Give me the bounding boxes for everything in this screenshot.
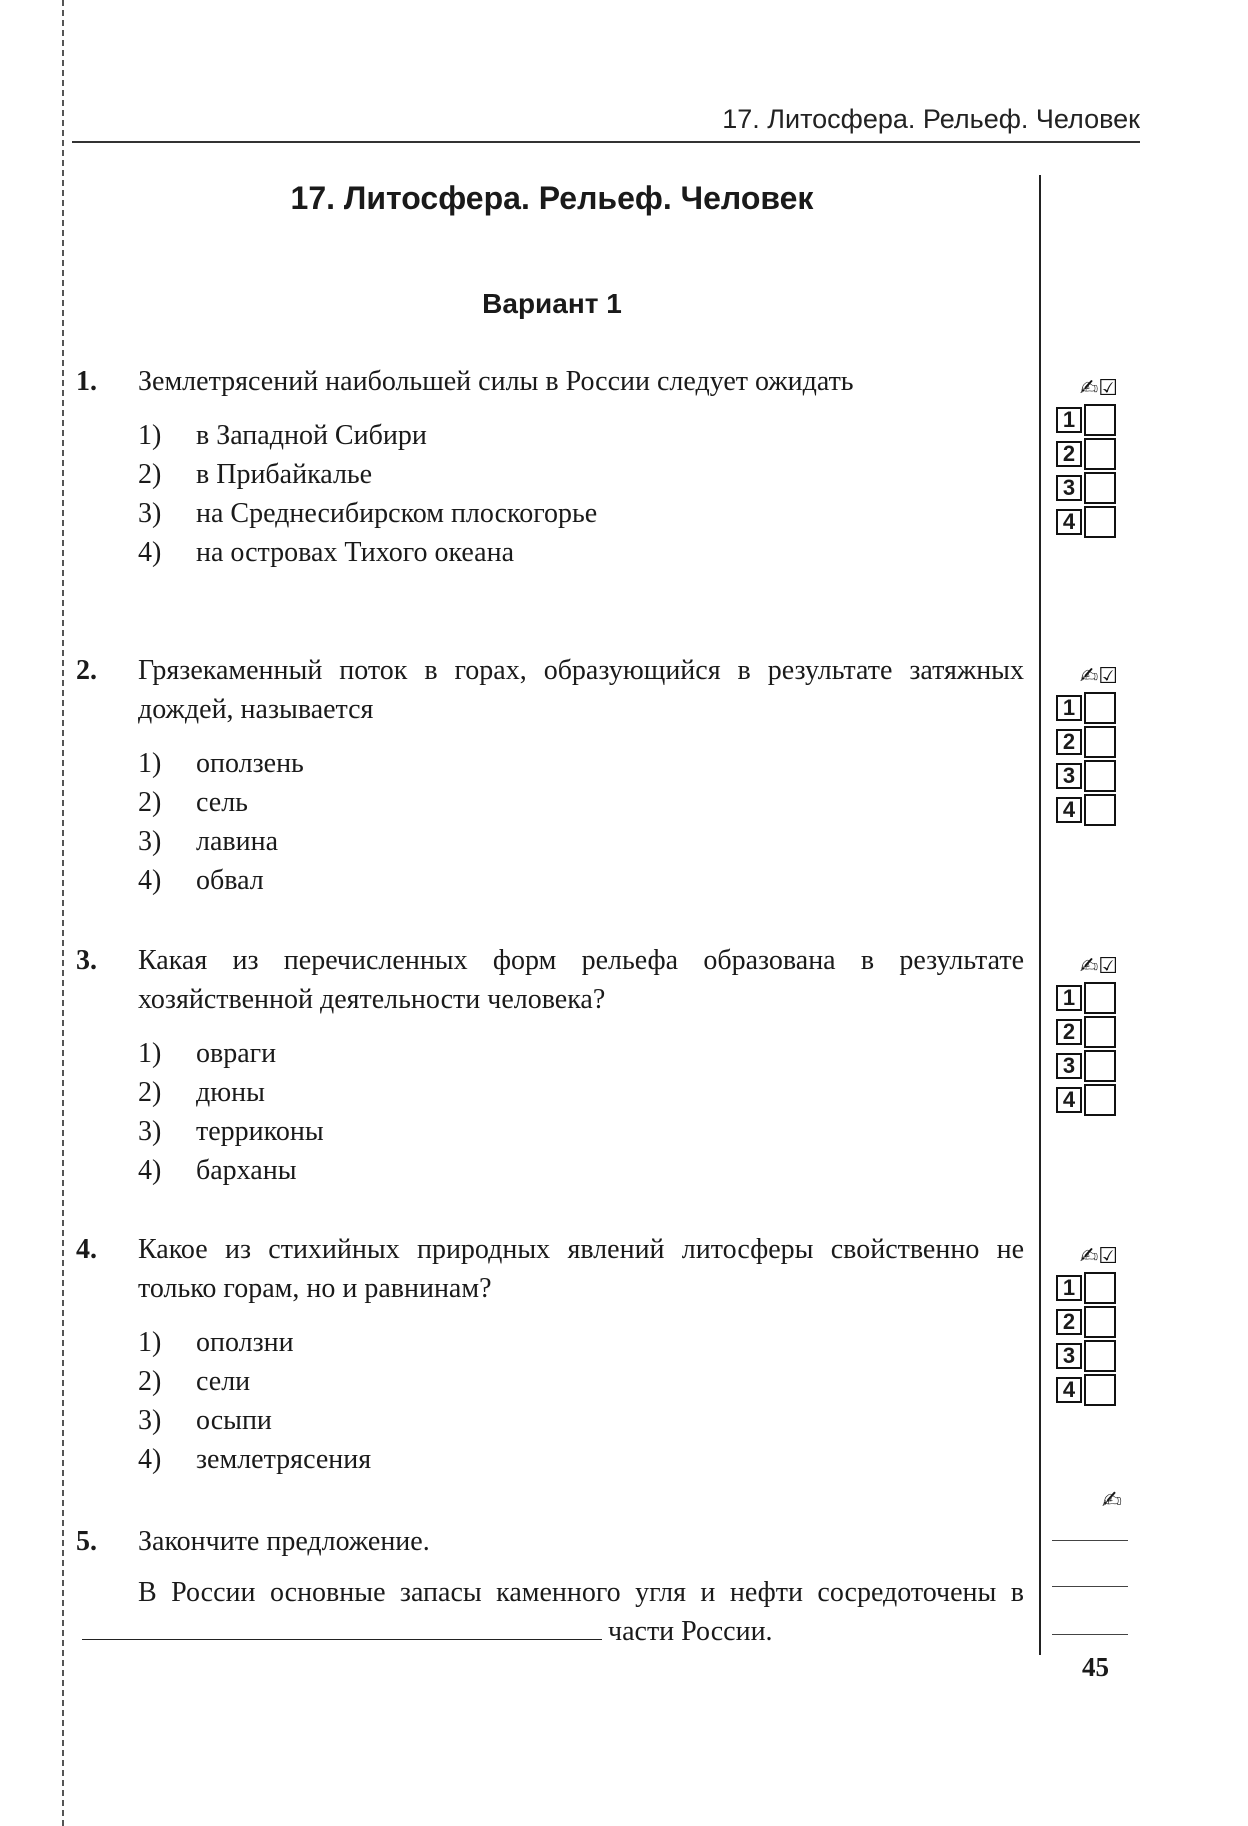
- option: [138, 861, 1024, 900]
- option-number: 3): [138, 826, 162, 857]
- option-text: барханы: [196, 1155, 297, 1186]
- option-text: оползни: [196, 1327, 294, 1358]
- running-head: 17. Литосфера. Рельеф. Человек: [722, 104, 1140, 134]
- answer-checkbox[interactable]: [1084, 1272, 1116, 1304]
- option: [138, 533, 1024, 572]
- question-number: 4.: [76, 1234, 97, 1265]
- grid-number: 3: [1056, 1343, 1082, 1369]
- option-number: 4): [138, 865, 162, 896]
- option: [138, 1401, 1024, 1440]
- option: [138, 783, 1024, 822]
- answer-checkbox[interactable]: [1084, 982, 1116, 1014]
- option-number: 1): [138, 748, 162, 779]
- answer-checkbox[interactable]: [1084, 760, 1116, 792]
- answer-checkbox[interactable]: [1084, 1084, 1116, 1116]
- option-number: 2): [138, 1366, 162, 1397]
- question-1: [76, 362, 1024, 572]
- answer-margin-rule: [1039, 175, 1041, 1655]
- option-text: дюны: [196, 1077, 265, 1108]
- question-3: [76, 941, 1024, 1190]
- pen-check-icon: ✍☑: [1079, 664, 1118, 689]
- option-text: осыпи: [196, 1405, 272, 1436]
- answer-checkbox[interactable]: [1084, 1374, 1116, 1406]
- question-5: [76, 1522, 1024, 1651]
- option: [138, 1323, 1024, 1362]
- answer-checkbox[interactable]: [1084, 692, 1116, 724]
- option: [138, 494, 1024, 533]
- grid-number: 2: [1056, 1309, 1082, 1335]
- grid-number: 3: [1056, 763, 1082, 789]
- answer-grid-3: [1056, 954, 1122, 1116]
- question-text: Землетрясений наибольшей силы в России следует ожидать: [138, 366, 854, 397]
- option: [138, 1073, 1024, 1112]
- question-number: 3.: [76, 945, 97, 976]
- answer-line[interactable]: [1052, 1586, 1128, 1587]
- option-text: на Среднесибирском плоскогорье: [196, 498, 598, 529]
- option-text: обвал: [196, 865, 264, 896]
- option: [138, 822, 1024, 861]
- answer-checkbox[interactable]: [1084, 794, 1116, 826]
- options-list: [138, 744, 1024, 900]
- option-text: оползень: [196, 748, 304, 779]
- answer-checkbox[interactable]: [1084, 404, 1116, 436]
- option: [138, 1034, 1024, 1073]
- answer-checkbox[interactable]: [1084, 726, 1116, 758]
- grid-number: 1: [1056, 985, 1082, 1011]
- grid-number: 1: [1056, 407, 1082, 433]
- question-instruction: Закончите предложение.: [138, 1526, 430, 1557]
- pen-check-icon: ✍☑: [1079, 376, 1118, 401]
- options-list: [138, 1034, 1024, 1190]
- options-list: [138, 1323, 1024, 1479]
- option-number: 2): [138, 459, 162, 490]
- header-rule: [72, 141, 1140, 143]
- answer-grid-1: [1056, 376, 1122, 538]
- option-number: 2): [138, 1077, 162, 1108]
- grid-number: 4: [1056, 509, 1082, 535]
- grid-number: 4: [1056, 1087, 1082, 1113]
- grid-number: 4: [1056, 797, 1082, 823]
- option-text: в Прибайкалье: [196, 459, 373, 490]
- grid-number: 1: [1056, 1275, 1082, 1301]
- question-text: Какая из перечисленных форм рельефа образована в результате хозяйственной деятельности человека?: [138, 945, 1024, 1015]
- question-4: [76, 1230, 1024, 1479]
- option-text: землетрясения: [196, 1444, 372, 1475]
- grid-number: 2: [1056, 1019, 1082, 1045]
- grid-number: 3: [1056, 475, 1082, 501]
- answer-checkbox[interactable]: [1084, 1306, 1116, 1338]
- answer-checkbox[interactable]: [1084, 506, 1116, 538]
- variant-heading: Вариант 1: [482, 288, 622, 319]
- option: [138, 1151, 1024, 1190]
- question-2: [76, 651, 1024, 900]
- completion-sentence: [76, 1573, 1024, 1651]
- option-number: 4): [138, 1444, 162, 1475]
- option-number: 1): [138, 1038, 162, 1069]
- sentence-end: части России.: [608, 1616, 773, 1647]
- option-number: 4): [138, 537, 162, 568]
- pen-check-icon: ✍☑: [1079, 954, 1118, 979]
- page-title: 17. Литосфера. Рельеф. Человек: [290, 180, 814, 216]
- question-number: 1.: [76, 366, 97, 397]
- cut-line: [62, 0, 64, 1826]
- sentence-start: В России основные запасы каменного угля и нефти сосредоточены в: [138, 1577, 1024, 1608]
- pen-icon: ✍: [1101, 1486, 1122, 1514]
- option: [138, 416, 1024, 455]
- grid-number: 3: [1056, 1053, 1082, 1079]
- fill-in-blank[interactable]: [82, 1613, 602, 1640]
- option-text: лавина: [196, 826, 279, 857]
- answer-checkbox[interactable]: [1084, 1340, 1116, 1372]
- option: [138, 1112, 1024, 1151]
- option-text: терриконы: [196, 1116, 324, 1147]
- question-number: 5.: [76, 1526, 97, 1557]
- answer-checkbox[interactable]: [1084, 472, 1116, 504]
- option-number: 3): [138, 1405, 162, 1436]
- answer-checkbox[interactable]: [1084, 438, 1116, 470]
- option: [138, 1440, 1024, 1479]
- option-number: 3): [138, 498, 162, 529]
- options-list: [138, 416, 1024, 572]
- option-text: сели: [196, 1366, 251, 1397]
- grid-number: 2: [1056, 729, 1082, 755]
- option-text: на островах Тихого океана: [196, 537, 515, 568]
- option-text: овраги: [196, 1038, 277, 1069]
- option: [138, 1362, 1024, 1401]
- answer-grid-2: [1056, 664, 1122, 826]
- grid-number: 1: [1056, 695, 1082, 721]
- option-number: 1): [138, 1327, 162, 1358]
- option-number: 3): [138, 1116, 162, 1147]
- option: [138, 744, 1024, 783]
- question-text: Какое из стихийных природных явлений литосферы свойственно не только горам, но и равнинам?: [138, 1234, 1024, 1304]
- grid-number: 4: [1056, 1377, 1082, 1403]
- question-text: Грязекаменный поток в горах, образующийся в результате затяжных дождей, называется: [138, 655, 1024, 725]
- grid-number: 2: [1056, 441, 1082, 467]
- page-number: 45: [1082, 1652, 1109, 1682]
- option-number: 4): [138, 1155, 162, 1186]
- option-number: 1): [138, 420, 162, 451]
- option: [138, 455, 1024, 494]
- option-number: 2): [138, 787, 162, 818]
- question-number: 2.: [76, 655, 97, 686]
- pen-check-icon: ✍☑: [1079, 1244, 1118, 1269]
- answer-line[interactable]: [1052, 1540, 1128, 1541]
- answer-grid-4: [1056, 1244, 1122, 1406]
- option-text: в Западной Сибири: [196, 420, 427, 451]
- answer-checkbox[interactable]: [1084, 1016, 1116, 1048]
- answer-checkbox[interactable]: [1084, 1050, 1116, 1082]
- answer-line[interactable]: [1052, 1634, 1128, 1635]
- option-text: сель: [196, 787, 248, 818]
